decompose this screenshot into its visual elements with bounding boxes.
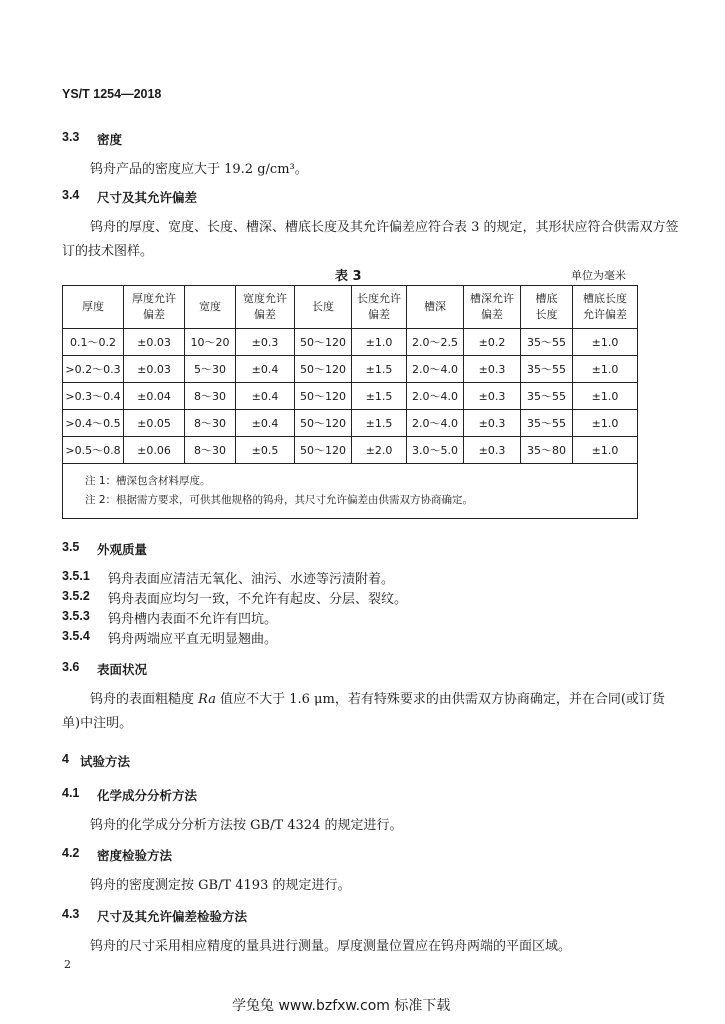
paragraph-line: 单)中注明。 bbox=[62, 716, 133, 731]
page-number: 2 bbox=[64, 958, 71, 971]
table-cell: ±0.4 bbox=[236, 356, 295, 383]
item-number: 3.5.2 bbox=[62, 589, 90, 603]
table-cell: ±1.0 bbox=[573, 329, 638, 356]
table-note: 注 2：根据需方要求，可供其他规格的钨舟，其尺寸允许偏差由供需双方协商确定。 bbox=[85, 494, 474, 506]
table-cell: 35～55 bbox=[521, 410, 573, 437]
table-cell: 35～55 bbox=[521, 383, 573, 410]
section-title: 尺寸及其允许偏差 bbox=[97, 190, 198, 205]
item-text: 钨舟槽内表面不允许有凹坑。 bbox=[108, 612, 278, 627]
table-cell: >0.3～0.4 bbox=[63, 383, 124, 410]
table-cell: ±1.0 bbox=[573, 383, 638, 410]
table-cell: 8～30 bbox=[185, 410, 236, 437]
item-number: 3.5.4 bbox=[62, 629, 90, 643]
item-text: 钨舟表面应均匀一致，不允许有起皮、分层、裂纹。 bbox=[108, 592, 408, 607]
table-row bbox=[63, 410, 638, 437]
table-cell: >0.2～0.3 bbox=[63, 356, 124, 383]
header-cell: 宽度允许 偏差 bbox=[236, 286, 295, 329]
header-cell: 长度允许 偏差 bbox=[352, 286, 407, 329]
table-cell: ±1.5 bbox=[352, 383, 407, 410]
table-cell: ±0.3 bbox=[464, 383, 521, 410]
table-cell: 5～30 bbox=[185, 356, 236, 383]
table-cell: ±0.3 bbox=[236, 329, 295, 356]
table-cell: >0.4～0.5 bbox=[63, 410, 124, 437]
table-cell: 2.0～4.0 bbox=[407, 383, 464, 410]
table-cell: 50～120 bbox=[295, 437, 352, 464]
table-cell: ±0.04 bbox=[124, 383, 185, 410]
table-row bbox=[63, 437, 638, 464]
section-title: 密度检验方法 bbox=[97, 848, 173, 863]
table-cell: ±2.0 bbox=[352, 437, 407, 464]
table-notes bbox=[63, 464, 638, 519]
table-cell: ±0.3 bbox=[464, 437, 521, 464]
section-number: 3.6 bbox=[62, 660, 80, 674]
section-number: 4.1 bbox=[62, 786, 80, 800]
paragraph: 钨舟的化学成分分析方法按 GB/T 4324 的规定进行。 bbox=[90, 818, 403, 833]
header-cell: 槽底长度 允许偏差 bbox=[573, 286, 638, 329]
item-text: 钨舟表面应清洁无氧化、油污、水迹等污渍附着。 bbox=[108, 572, 395, 587]
paragraph: 钨舟的密度测定按 GB/T 4193 的规定进行。 bbox=[90, 878, 351, 893]
table-cell: 2.0～4.0 bbox=[407, 356, 464, 383]
header-cell: 槽深 bbox=[407, 286, 464, 329]
section-number: 3.3 bbox=[62, 130, 80, 144]
table-cell: 50～120 bbox=[295, 383, 352, 410]
section-title: 密度 bbox=[97, 132, 123, 147]
table-cell: 35～80 bbox=[521, 437, 573, 464]
item-number: 3.5.3 bbox=[62, 609, 90, 623]
section-number: 4.2 bbox=[62, 846, 80, 860]
paragraph: 钨舟产品的密度应大于 19.2 g/cm³。 bbox=[90, 162, 308, 177]
table-cell: >0.5～0.8 bbox=[63, 437, 124, 464]
header-cell: 长度 bbox=[295, 286, 352, 329]
table-cell: ±0.3 bbox=[464, 410, 521, 437]
table-cell: 50～120 bbox=[295, 410, 352, 437]
table-cell: ±1.0 bbox=[573, 410, 638, 437]
chapter-number: 4 bbox=[62, 752, 69, 766]
table-cell: 35～55 bbox=[521, 356, 573, 383]
table-cell: 50～120 bbox=[295, 329, 352, 356]
table-note: 注 1：槽深包含材料厚度。 bbox=[85, 475, 211, 487]
table-cell: 35～55 bbox=[521, 329, 573, 356]
table-cell: 8～30 bbox=[185, 383, 236, 410]
header-cell: 宽度 bbox=[185, 286, 236, 329]
table-cell: ±1.0 bbox=[352, 329, 407, 356]
footer-watermark: 学兔兔 www.bzfxw.com 标准下载 bbox=[232, 998, 451, 1014]
section-title: 化学成分分析方法 bbox=[97, 788, 198, 803]
item-number: 3.5.1 bbox=[62, 569, 90, 583]
paragraph: 钨舟的尺寸采用相应精度的量具进行测量。厚度测量位置应在钨舟两端的平面区域。 bbox=[90, 939, 572, 954]
spec-table bbox=[62, 285, 638, 519]
section-title: 外观质量 bbox=[97, 542, 148, 557]
table-row bbox=[63, 329, 638, 356]
table-cell: ±0.05 bbox=[124, 410, 185, 437]
table-cell: 2.0～4.0 bbox=[407, 410, 464, 437]
header-cell: 槽深允许 偏差 bbox=[464, 286, 521, 329]
paragraph-line: 钨舟的表面粗糙度 Ra 值应不大于 1.6 μm，若有特殊要求的由供需双方协商确定，并在合同(或订货 bbox=[90, 692, 665, 707]
standard-code: YS/T 1254—2018 bbox=[62, 87, 162, 101]
table-cell: ±0.03 bbox=[124, 356, 185, 383]
header-cell: 槽底 长度 bbox=[521, 286, 573, 329]
table-cell: ±1.0 bbox=[573, 437, 638, 464]
section-title: 表面状况 bbox=[97, 662, 148, 677]
table-row bbox=[63, 356, 638, 383]
table-cell: ±0.4 bbox=[236, 383, 295, 410]
table-cell: ±1.5 bbox=[352, 356, 407, 383]
table-cell: 8～30 bbox=[185, 437, 236, 464]
table-cell: 2.0～2.5 bbox=[407, 329, 464, 356]
table-cell: ±0.2 bbox=[464, 329, 521, 356]
section-number: 3.4 bbox=[62, 188, 80, 202]
section-number: 4.3 bbox=[62, 907, 80, 921]
table-cell: ±0.03 bbox=[124, 329, 185, 356]
table-cell: 50～120 bbox=[295, 356, 352, 383]
paragraph-line: 钨舟的厚度、宽度、长度、槽深、槽底长度及其允许偏差应符合表 3 的规定，其形状应符合供需双方签 bbox=[90, 220, 679, 235]
table-cell: ±0.06 bbox=[124, 437, 185, 464]
table-cell: 0.1～0.2 bbox=[63, 329, 124, 356]
table-row bbox=[63, 383, 638, 410]
table-cell: 10～20 bbox=[185, 329, 236, 356]
table-cell: ±1.5 bbox=[352, 410, 407, 437]
table-unit: 单位为毫米 bbox=[571, 269, 626, 282]
table-cell: ±0.3 bbox=[464, 356, 521, 383]
header-cell: 厚度 bbox=[63, 286, 124, 329]
table-notes-row bbox=[63, 464, 638, 519]
item-text: 钨舟两端应平直无明显翘曲。 bbox=[108, 632, 278, 647]
table-title: 表 3 bbox=[335, 269, 362, 284]
table-cell: 3.0～5.0 bbox=[407, 437, 464, 464]
table-cell: ±1.0 bbox=[573, 356, 638, 383]
section-title: 尺寸及其允许偏差检验方法 bbox=[97, 909, 248, 924]
table-cell: ±0.5 bbox=[236, 437, 295, 464]
table-cell: ±0.4 bbox=[236, 410, 295, 437]
header-cell: 厚度允许 偏差 bbox=[124, 286, 185, 329]
paragraph-line: 订的技术图样。 bbox=[62, 244, 154, 259]
section-number: 3.5 bbox=[62, 540, 80, 554]
table-header-row bbox=[63, 286, 638, 329]
chapter-title: 试验方法 bbox=[80, 754, 131, 769]
